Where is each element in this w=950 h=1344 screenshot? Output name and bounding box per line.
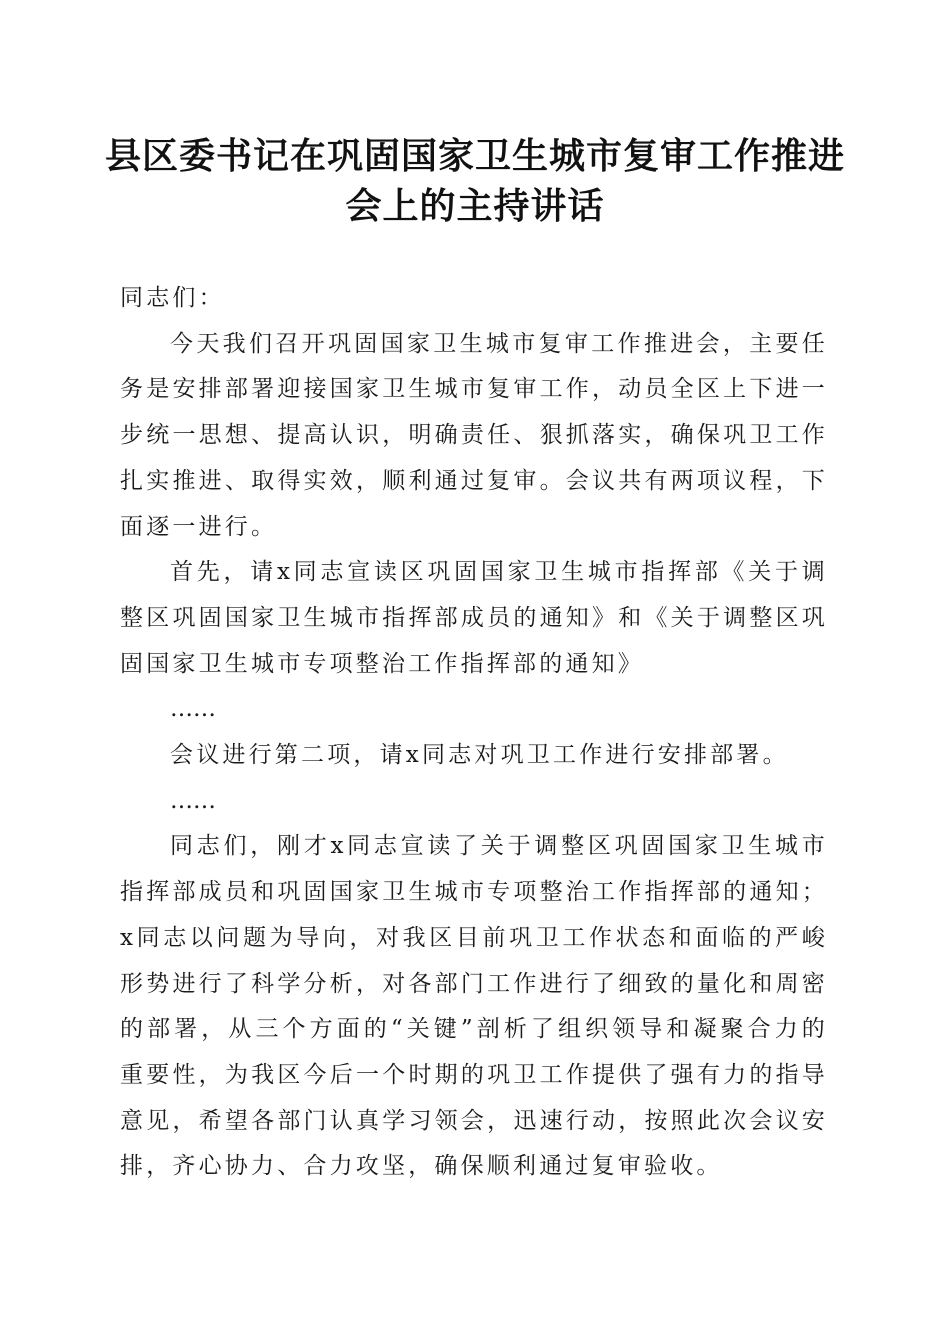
document-body	[120, 276, 828, 1190]
paragraph-summary: 同志们，刚才x同志宣读了关于调整区巩固国家卫生城市指挥部成员和巩固国家卫生城市专项整治工作指挥部的通知；x同志以问题为导向，对我区目前巩卫工作状态和面临的严峻形势进行了科学分析，对各部门工作进行了细致的量化和周密的部署，从三个方面的“关键”剖析了组织领导和凝聚合力的重要性，为我区今后一个时期的巩卫工作提供了强有力的指导意见，希望各部门认真学习领会，迅速行动，按照此次会议安排，齐心协力、合力攻坚，确保顺利通过复审验收。	[120, 833, 828, 1180]
salutation: 同志们：	[120, 285, 225, 311]
paragraph-opening: 今天我们召开巩固国家卫生城市复审工作推进会，主要任务是安排部署迎接国家卫生城市复审工作，动员全区上下进一步统一思想、提高认识，明确责任、狠抓落实，确保巩卫工作扎实推进、取得实效，顺利通过复审。会议共有两项议程，下面逐一进行。	[120, 330, 828, 540]
paragraph-agenda-two: 会议进行第二项，请x同志对巩卫工作进行安排部署。	[170, 742, 789, 769]
ellipsis-marker: ……	[170, 696, 216, 723]
document-title: 县区委书记在巩固国家卫生城市复审工作推进会上的主持讲话	[104, 135, 845, 227]
paragraph-agenda-one: 首先，请x同志宣读区巩固国家卫生城市指挥部《关于调整区巩固国家卫生城市指挥部成员的通知》和《关于调整区巩固国家卫生城市专项整治工作指挥部的通知》	[120, 559, 828, 677]
ellipsis-marker: ……	[170, 787, 216, 814]
